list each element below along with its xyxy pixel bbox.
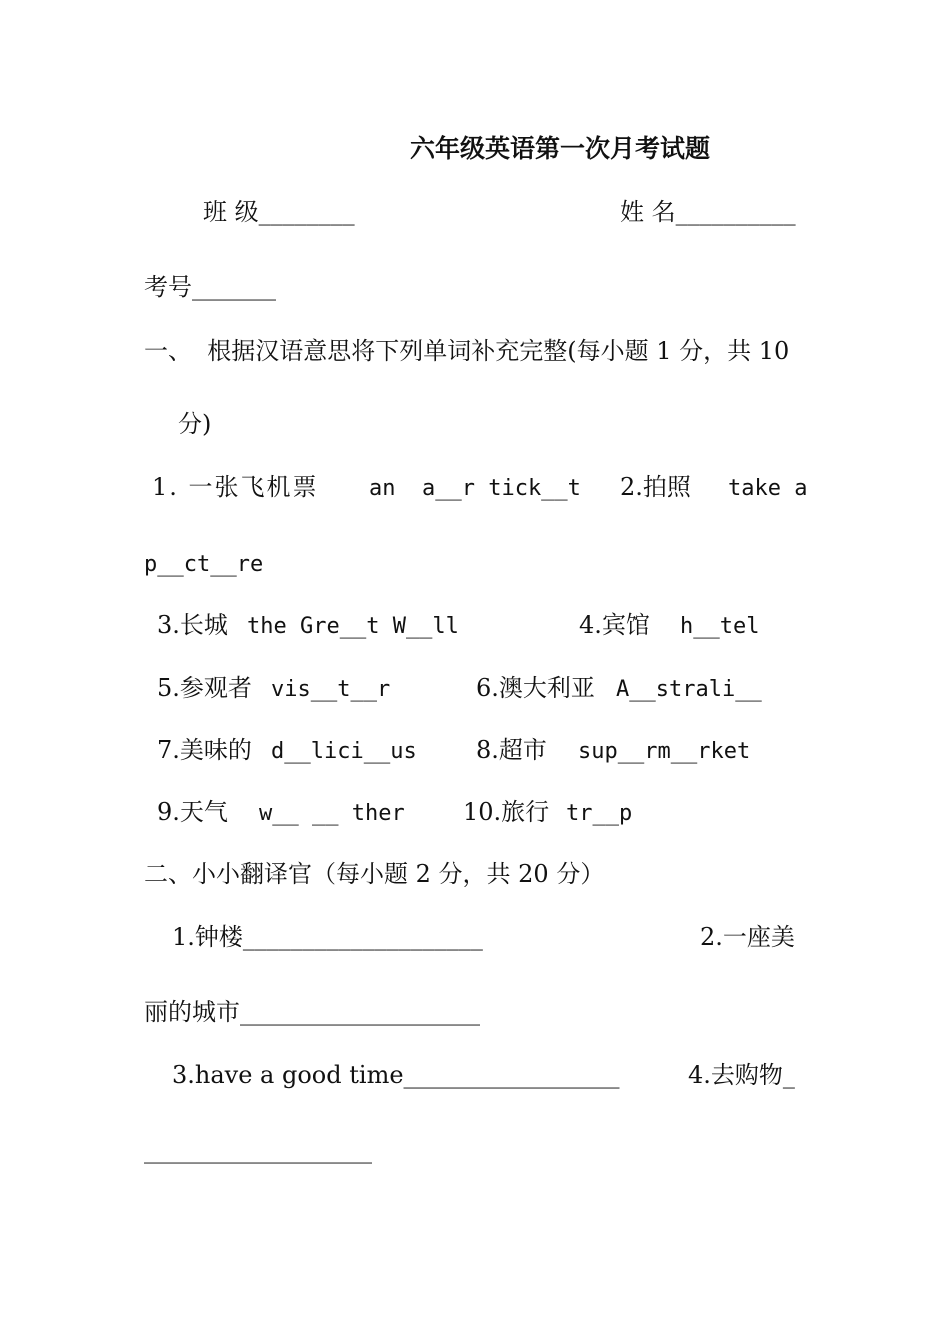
q5-english: vis__t__r: [271, 677, 391, 702]
q10-chinese: 10.旅行: [463, 798, 550, 826]
q2-english-cont: p__ct__re: [144, 552, 264, 577]
name-field: 姓 名__________: [620, 198, 796, 226]
section1-heading-cont: 分): [178, 410, 212, 438]
q1-chinese: 1. 一张飞机票: [152, 473, 319, 501]
s2-q2-cont: 丽的城市____________________: [144, 998, 480, 1026]
exam-number-field: 考号_______: [144, 273, 276, 301]
q9-english: w__ __ ther: [259, 801, 405, 826]
q2-chinese: 2.拍照: [620, 473, 691, 501]
q5-chinese: 5.参观者: [157, 674, 252, 702]
page-title: 六年级英语第一次月考试题: [410, 134, 711, 163]
q1-english: an a__r tick__t: [369, 476, 581, 501]
q3-english: the Gre__t W__ll: [247, 614, 459, 639]
q8-english: sup__rm__rket: [578, 739, 751, 764]
section2-heading: 二、小小翻译官（每小题 2 分，共 20 分）: [144, 860, 605, 888]
q7-chinese: 7.美味的: [157, 736, 252, 764]
class-field: 班 级________: [203, 198, 355, 226]
s2-q4: 4.去购物_: [688, 1061, 795, 1089]
q6-chinese: 6.澳大利亚: [476, 674, 595, 702]
q4-english: h__tel: [680, 614, 760, 639]
q2-english: take a: [728, 476, 808, 501]
q4-chinese: 4.宾馆: [579, 611, 650, 639]
s2-q3: 3.have a good time__________________: [172, 1061, 620, 1089]
q8-chinese: 8.超市: [476, 736, 547, 764]
q10-english: tr__p: [566, 801, 633, 826]
section1-heading: 一、 根据汉语意思将下列单词补充完整(每小题 1 分，共 10: [144, 337, 790, 365]
q9-chinese: 9.天气: [157, 798, 228, 826]
s2-q1: 1.钟楼____________________: [172, 923, 483, 951]
s2-q2: 2.一座美: [700, 923, 795, 951]
q6-english: A__strali__: [616, 677, 762, 702]
q3-chinese: 3.长城: [157, 611, 228, 639]
q7-english: d__lici__us: [271, 739, 417, 764]
s2-q4-cont: ___________________: [144, 1136, 372, 1164]
